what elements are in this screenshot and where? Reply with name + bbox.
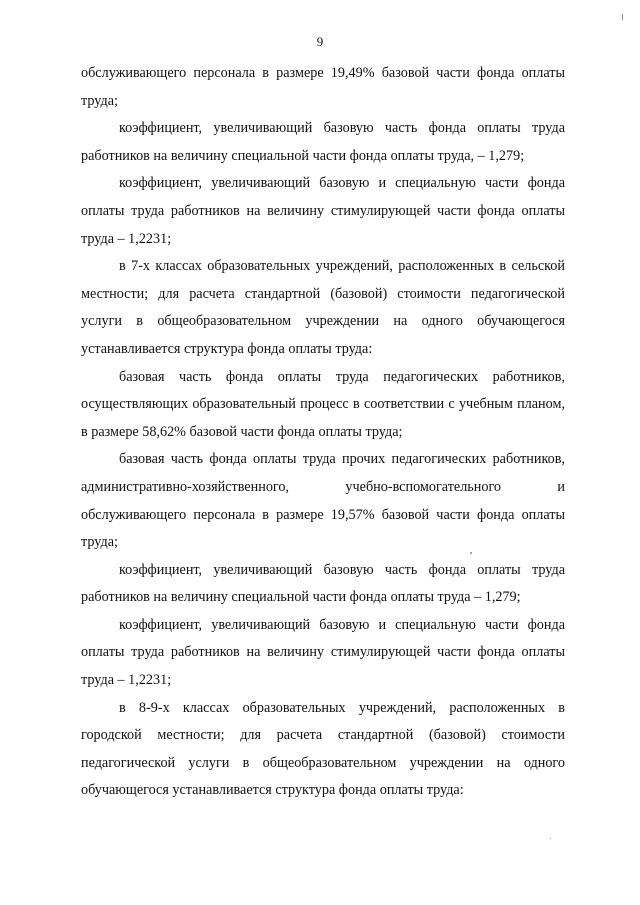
paragraph-5: базовая часть фонда оплаты труда педагогических работников, осуществляющих образовательный процесс в соответствии с учебным планом, в размере 58,62% базовой части фонда оплаты труда; <box>81 368 565 440</box>
body-text <box>81 60 565 805</box>
page-number: 9 <box>316 34 324 49</box>
scan-speck <box>470 552 472 554</box>
scan-speck <box>550 838 551 839</box>
scan-speck <box>622 14 623 20</box>
paragraph-2: коэффициент, увеличивающий базовую часть фонда оплаты труда работников на величину специальной части фонда оплаты труда, – 1,279; <box>81 120 565 164</box>
paragraph-7: коэффициент, увеличивающий базовую часть фонда оплаты труда работников на величину специальной части фонда оплаты труда – 1,279; <box>81 561 565 606</box>
paragraph-6: базовая часть фонда оплаты труда прочих педагогических работников, административно-хозяйственного, учебно-вспомогательного и обслуживающего персонала в размере 19,57% базовой части фонда оплаты труда; <box>81 451 565 551</box>
paragraph-3: коэффициент, увеличивающий базовую и специальную части фонда оплаты труда работников на величину стимулирующей части фонда оплаты труда – 1,2231; <box>81 175 565 247</box>
paragraph-1: обслуживающего персонала в размере 19,49% базовой части фонда оплаты труда; <box>81 65 565 109</box>
paragraph-4: в 7-х классах образовательных учреждений, расположенных в сельской местности; для расчета стандартной (базовой) стоимости педагогической услуги в общеобразовательном учреждении на одного обучающегося устанавливается структура фонда оплаты труда: <box>81 258 565 357</box>
paragraph-8: коэффициент, увеличивающий базовую и специальную части фонда оплаты труда работников на величину стимулирующей части фонда оплаты труда – 1,2231; <box>81 616 565 689</box>
paragraph-9: в 8-9-х классах образовательных учреждений, расположенных в городской местности; для расчета стандартной (базовой) стоимости педагогической услуги в общеобразовательном учреждении на одного обучающегося устанавливается структура фонда оплаты труда: <box>81 699 565 799</box>
